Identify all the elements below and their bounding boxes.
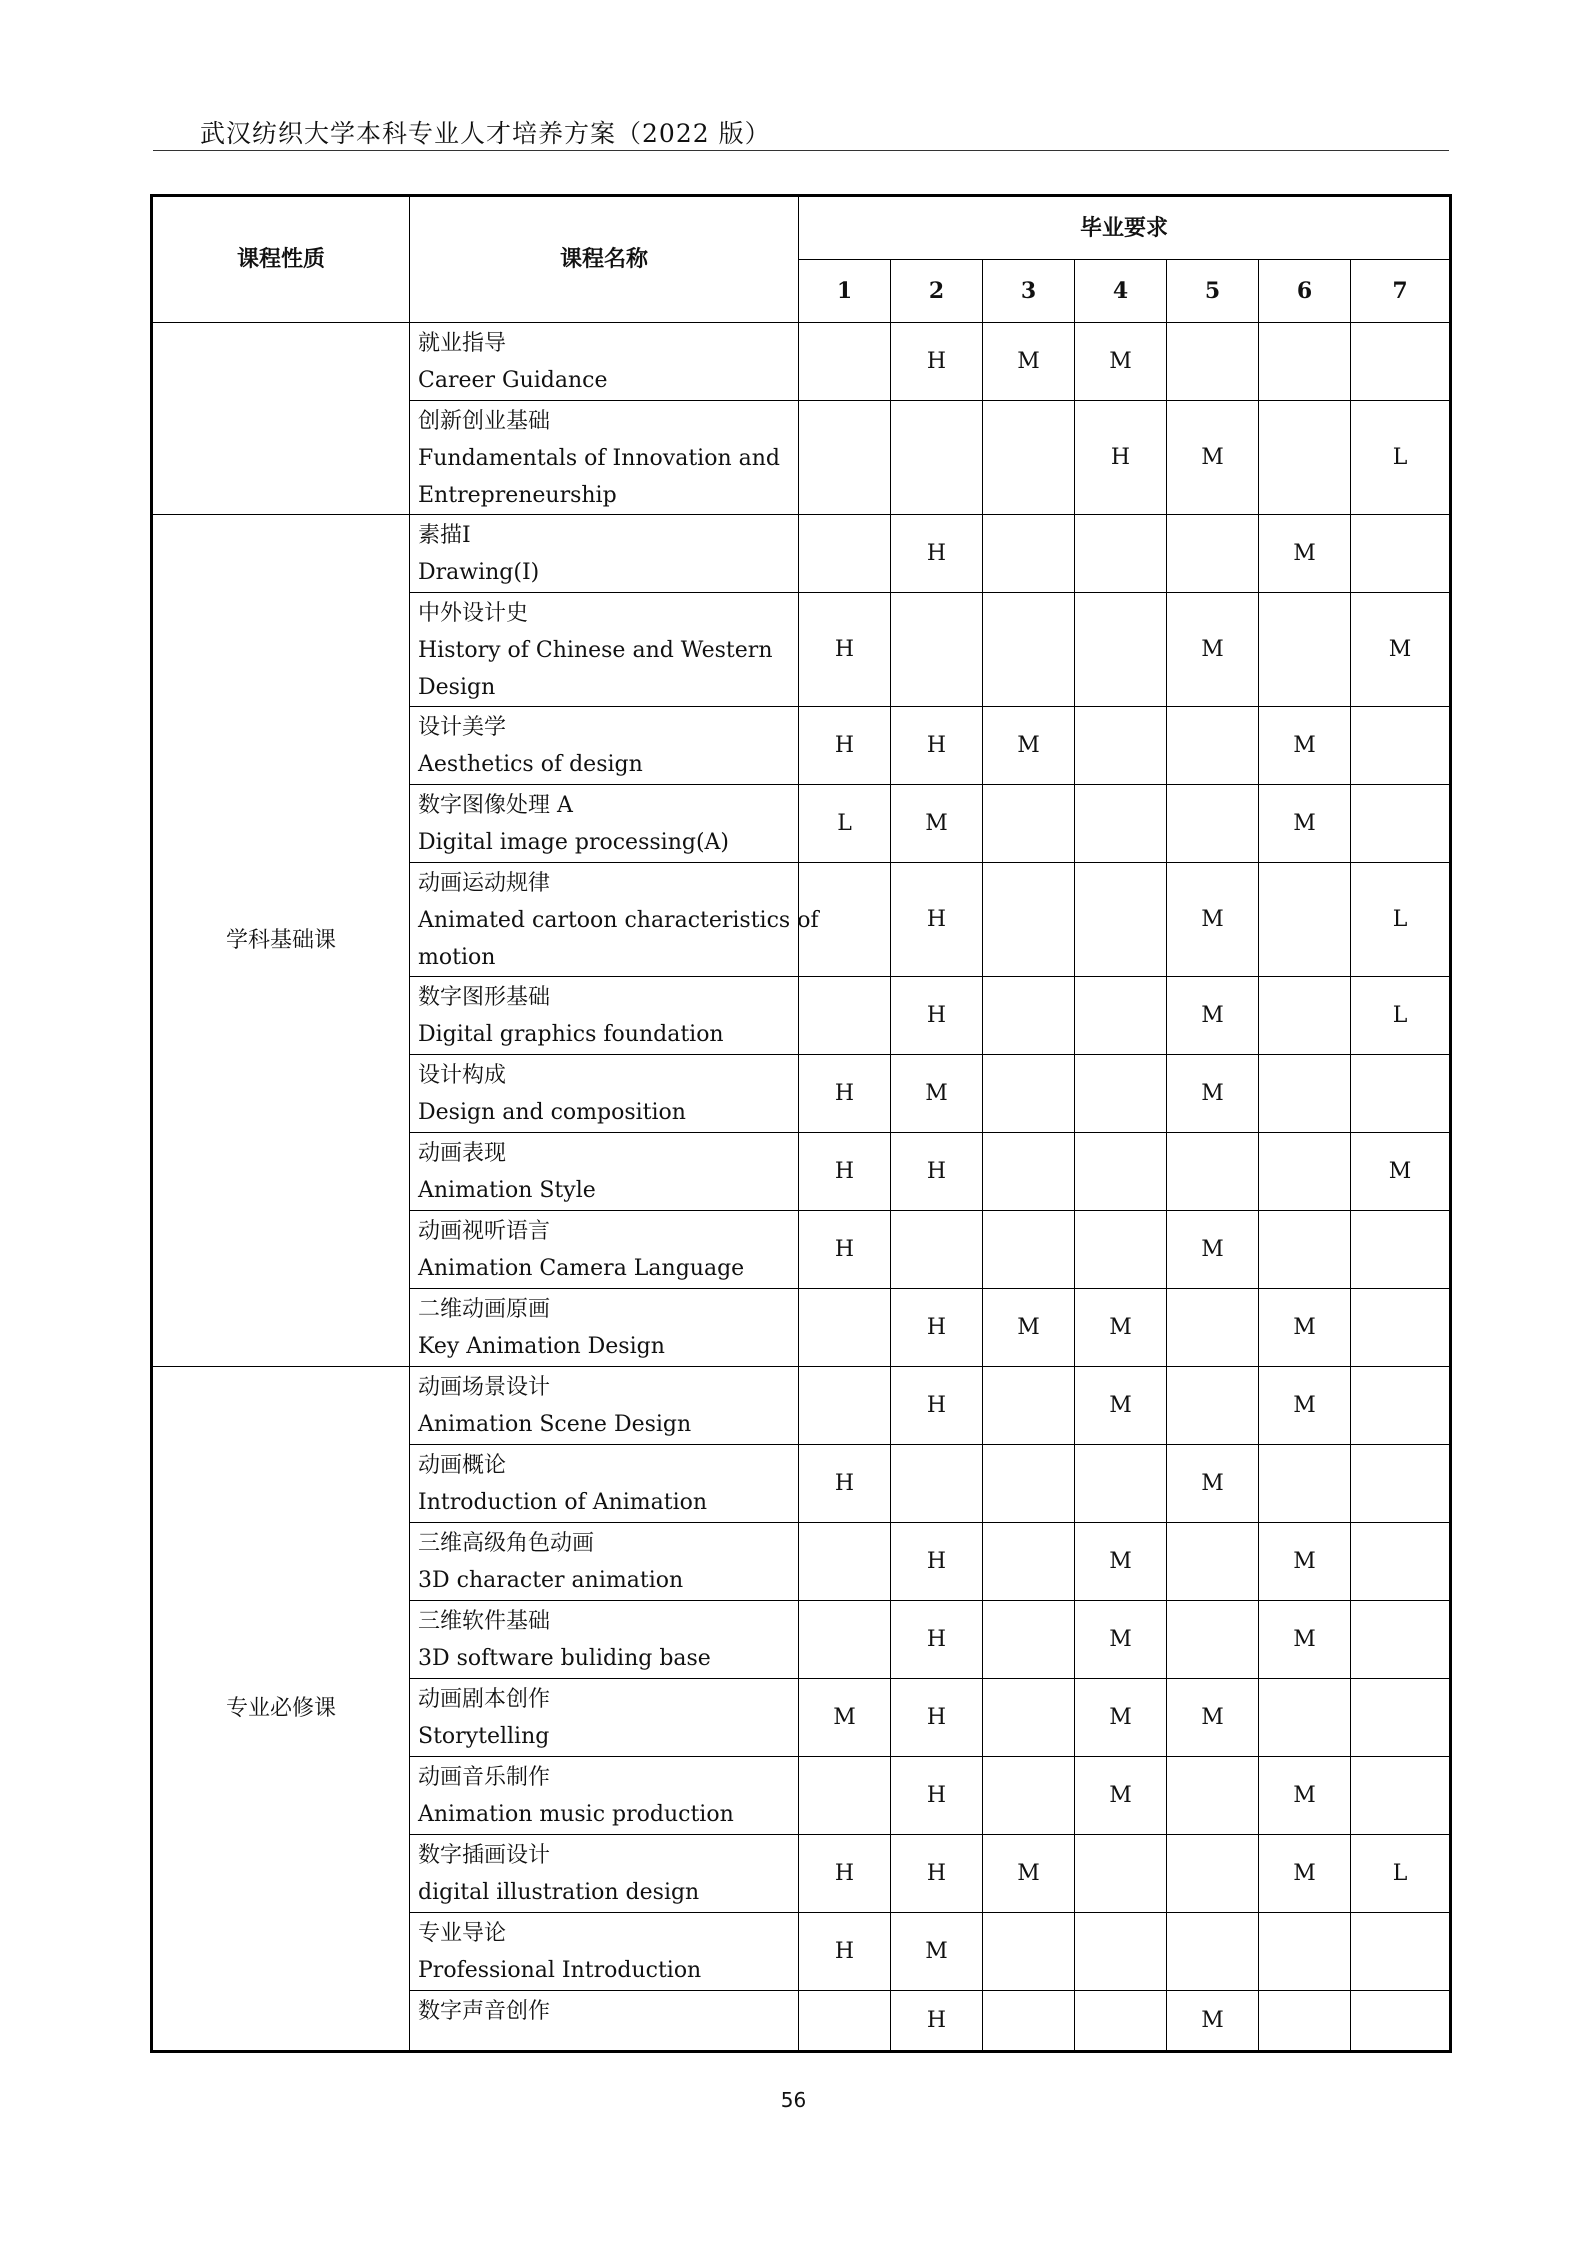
requirement-mark-cell: H: [891, 1133, 983, 1211]
requirement-mark-cell: [983, 1991, 1075, 2052]
requirement-mark-cell: M: [1259, 1835, 1351, 1913]
requirement-mark-cell: [799, 1523, 891, 1601]
requirement-mark-cell: M: [983, 1289, 1075, 1367]
requirement-mark-cell: [1075, 1913, 1167, 1991]
requirement-mark-cell: [983, 1133, 1075, 1211]
requirement-mark-cell: H: [891, 1289, 983, 1367]
requirement-mark-cell: [983, 1679, 1075, 1757]
requirement-mark-cell: [799, 1757, 891, 1835]
requirement-mark-cell: [891, 1211, 983, 1289]
requirement-mark-cell: [983, 401, 1075, 515]
header-rule: [153, 150, 1449, 151]
course-name-en: motion: [418, 945, 496, 970]
requirement-mark-cell: [799, 401, 891, 515]
course-name-cn: 数字声音创作: [418, 1999, 551, 2024]
requirement-number: 5: [1167, 260, 1259, 323]
requirement-mark-cell: H: [799, 1835, 891, 1913]
requirement-mark-cell: H: [799, 1445, 891, 1523]
course-name-cell: [410, 1367, 799, 1445]
column-header-category: 课程性质: [152, 196, 410, 323]
requirement-number: 3: [983, 260, 1075, 323]
requirement-number: 7: [1351, 260, 1451, 323]
requirement-mark-cell: [1351, 1601, 1451, 1679]
requirement-mark-cell: H: [799, 1133, 891, 1211]
requirement-mark-cell: M: [1167, 1211, 1259, 1289]
requirement-mark-cell: [799, 1289, 891, 1367]
requirement-mark-cell: [983, 1601, 1075, 1679]
requirement-mark-cell: [1351, 1679, 1451, 1757]
course-category-cell: 学科基础课: [152, 515, 410, 1367]
requirement-mark-cell: H: [891, 863, 983, 977]
course-name-cell: [410, 1289, 799, 1367]
requirement-mark-cell: [1075, 1211, 1167, 1289]
requirement-mark-cell: M: [1075, 323, 1167, 401]
requirement-mark-cell: L: [1351, 401, 1451, 515]
requirement-mark-cell: H: [799, 1055, 891, 1133]
requirement-number: 4: [1075, 260, 1167, 323]
table-body: [152, 323, 1451, 2052]
requirement-mark-cell: [1351, 785, 1451, 863]
course-category-cell: [152, 323, 410, 515]
requirement-mark-cell: [1167, 515, 1259, 593]
requirement-mark-cell: [1075, 785, 1167, 863]
course-name-en: Animation Scene Design: [418, 1412, 692, 1437]
requirement-mark-cell: M: [983, 323, 1075, 401]
requirement-mark-cell: L: [1351, 1835, 1451, 1913]
course-name-cn: 二维动画原画: [418, 1297, 551, 1322]
requirement-mark-cell: H: [891, 323, 983, 401]
course-name-cell: [410, 401, 799, 515]
course-name-en: Professional Introduction: [418, 1958, 702, 1983]
requirement-mark-cell: [799, 977, 891, 1055]
requirement-mark-cell: [1351, 1445, 1451, 1523]
column-header-requirements: 毕业要求: [799, 196, 1451, 260]
requirement-mark-cell: H: [891, 1679, 983, 1757]
table-row: [152, 1367, 1451, 1445]
requirement-mark-cell: M: [1259, 1289, 1351, 1367]
requirement-mark-cell: [983, 1913, 1075, 1991]
course-name-en: Animation Camera Language: [418, 1256, 745, 1281]
requirement-mark-cell: [1075, 977, 1167, 1055]
requirement-mark-cell: [1167, 1523, 1259, 1601]
requirement-mark-cell: [983, 593, 1075, 707]
course-name-cell: [410, 707, 799, 785]
requirement-number: 6: [1259, 260, 1351, 323]
requirement-mark-cell: H: [891, 1523, 983, 1601]
requirement-mark-cell: [1259, 1991, 1351, 2052]
course-name-cell: [410, 1601, 799, 1679]
course-name-cn: 数字图像处理 A: [418, 793, 573, 818]
course-name-cell: [410, 1757, 799, 1835]
requirement-mark-cell: M: [1075, 1679, 1167, 1757]
requirement-mark-cell: [1259, 977, 1351, 1055]
requirement-mark-cell: [799, 323, 891, 401]
requirement-mark-cell: [983, 1055, 1075, 1133]
requirement-mark-cell: [1075, 515, 1167, 593]
course-name-cn: 数字插画设计: [418, 1843, 551, 1868]
requirement-mark-cell: M: [1351, 1133, 1451, 1211]
course-name-en: digital illustration design: [418, 1880, 700, 1905]
requirement-mark-cell: [891, 1445, 983, 1523]
course-name-en: Career Guidance: [418, 368, 608, 393]
requirement-mark-cell: M: [1259, 515, 1351, 593]
course-name-en: 3D character animation: [418, 1568, 684, 1593]
course-name-en: Digital image processing(A): [418, 830, 729, 855]
requirement-mark-cell: H: [891, 1835, 983, 1913]
requirement-mark-cell: [1075, 1991, 1167, 2052]
requirement-mark-cell: [1259, 1211, 1351, 1289]
course-category-cell: 专业必修课: [152, 1367, 410, 2052]
requirement-mark-cell: M: [1167, 1445, 1259, 1523]
course-name-cell: [410, 593, 799, 707]
course-name-cn: 数字图形基础: [418, 985, 551, 1010]
requirement-mark-cell: [1075, 1445, 1167, 1523]
requirement-mark-cell: [1351, 1757, 1451, 1835]
table-row: [152, 515, 1451, 593]
course-name-cell: [410, 1445, 799, 1523]
graduation-requirements-table: [150, 194, 1452, 2053]
requirement-mark-cell: M: [1075, 1289, 1167, 1367]
requirement-number: 2: [891, 260, 983, 323]
requirement-mark-cell: [1167, 1913, 1259, 1991]
requirement-mark-cell: [1075, 863, 1167, 977]
requirement-mark-cell: [1167, 1601, 1259, 1679]
course-name-en: Animation music production: [418, 1802, 734, 1827]
requirement-mark-cell: [983, 515, 1075, 593]
requirement-mark-cell: [1259, 1445, 1351, 1523]
course-name-en: Design: [418, 675, 496, 700]
course-name-cell: [410, 863, 819, 977]
requirement-mark-cell: [891, 593, 983, 707]
requirement-mark-cell: M: [1259, 785, 1351, 863]
requirement-mark-cell: [1351, 1523, 1451, 1601]
table-row: [152, 323, 1451, 401]
requirement-mark-cell: [1351, 515, 1451, 593]
requirement-mark-cell: [799, 1367, 891, 1445]
requirement-mark-cell: H: [891, 515, 983, 593]
requirement-mark-cell: L: [799, 785, 891, 863]
requirement-mark-cell: [1167, 323, 1259, 401]
requirement-mark-cell: M: [1075, 1601, 1167, 1679]
requirement-mark-cell: [1075, 1835, 1167, 1913]
requirement-mark-cell: [1167, 1289, 1259, 1367]
requirement-mark-cell: H: [891, 707, 983, 785]
requirement-mark-cell: M: [1167, 1679, 1259, 1757]
course-name-en: Drawing(I): [418, 560, 540, 585]
course-name-cn: 动画运动规律: [418, 871, 551, 896]
requirement-mark-cell: M: [1167, 977, 1259, 1055]
requirement-mark-cell: [983, 1523, 1075, 1601]
course-name-cn: 动画表现: [418, 1141, 507, 1166]
requirement-mark-cell: [1351, 707, 1451, 785]
requirement-mark-cell: M: [799, 1679, 891, 1757]
course-name-cn: 素描I: [418, 523, 471, 548]
course-name-cell: [410, 1055, 799, 1133]
course-name-cn: 设计美学: [418, 715, 507, 740]
course-name-cell: [410, 785, 799, 863]
course-name-en: Fundamentals of Innovation and: [418, 446, 780, 471]
requirement-mark-cell: M: [891, 1913, 983, 1991]
requirement-mark-cell: H: [799, 1913, 891, 1991]
requirement-mark-cell: H: [891, 1601, 983, 1679]
requirement-mark-cell: M: [891, 1055, 983, 1133]
course-name-en: Introduction of Animation: [418, 1490, 708, 1515]
requirement-mark-cell: M: [1259, 1367, 1351, 1445]
course-name-cn: 中外设计史: [418, 601, 529, 626]
requirement-mark-cell: H: [891, 1991, 983, 2052]
course-name-en: Digital graphics foundation: [418, 1022, 724, 1047]
table-header-row: [152, 196, 1451, 260]
requirement-mark-cell: [983, 977, 1075, 1055]
course-name-cell: [410, 1523, 799, 1601]
requirement-mark-cell: [1259, 1679, 1351, 1757]
requirement-mark-cell: [1259, 1913, 1351, 1991]
requirement-mark-cell: H: [1075, 401, 1167, 515]
requirement-mark-cell: M: [1259, 1601, 1351, 1679]
requirement-mark-cell: [1259, 323, 1351, 401]
requirement-mark-cell: [799, 515, 891, 593]
course-name-en: Entrepreneurship: [418, 483, 617, 508]
course-name-cn: 动画剧本创作: [418, 1687, 551, 1712]
requirement-mark-cell: [1167, 1835, 1259, 1913]
course-name-cn: 就业指导: [418, 331, 507, 356]
requirement-mark-cell: [1075, 1133, 1167, 1211]
requirement-mark-cell: M: [891, 785, 983, 863]
requirement-mark-cell: [1167, 1367, 1259, 1445]
requirement-mark-cell: H: [891, 977, 983, 1055]
course-name-cell: [410, 323, 799, 401]
requirement-mark-cell: M: [1259, 707, 1351, 785]
requirement-mark-cell: M: [1167, 1055, 1259, 1133]
requirement-mark-cell: [1167, 785, 1259, 863]
course-name-cn: 动画场景设计: [418, 1375, 551, 1400]
requirement-mark-cell: [1167, 1133, 1259, 1211]
requirement-mark-cell: M: [1167, 1991, 1259, 2052]
course-name-en: Animation Style: [418, 1178, 596, 1203]
requirement-mark-cell: M: [1351, 593, 1451, 707]
requirement-mark-cell: M: [983, 707, 1075, 785]
course-name-cn: 专业导论: [418, 1921, 507, 1946]
requirement-mark-cell: H: [799, 707, 891, 785]
course-name-en: Storytelling: [418, 1724, 550, 1749]
requirement-mark-cell: [983, 785, 1075, 863]
course-name-en: Key Animation Design: [418, 1334, 665, 1359]
requirement-mark-cell: [799, 1601, 891, 1679]
requirement-mark-cell: [983, 1367, 1075, 1445]
requirement-mark-cell: [1259, 863, 1351, 977]
course-name-cell: [410, 1913, 799, 1991]
requirement-mark-cell: [1259, 1133, 1351, 1211]
requirement-mark-cell: L: [1351, 977, 1451, 1055]
course-name-cn: 三维软件基础: [418, 1609, 551, 1634]
column-header-course-name: 课程名称: [410, 196, 799, 323]
requirement-mark-cell: M: [983, 1835, 1075, 1913]
requirement-mark-cell: [1075, 593, 1167, 707]
graduation-requirements-table-wrap: [150, 194, 1449, 2053]
requirement-mark-cell: M: [1075, 1523, 1167, 1601]
course-name-cell: [410, 1679, 799, 1757]
course-name-cell: [410, 1991, 799, 2052]
requirement-mark-cell: [799, 1991, 891, 2052]
requirement-mark-cell: M: [1075, 1757, 1167, 1835]
page-number: 56: [780, 2088, 807, 2112]
course-name-cell: [410, 1835, 799, 1913]
course-name-cell: [410, 977, 799, 1055]
course-name-cell: [410, 1133, 799, 1211]
requirement-mark-cell: M: [1075, 1367, 1167, 1445]
course-name-cell: [410, 515, 799, 593]
requirement-mark-cell: [1351, 1211, 1451, 1289]
requirement-mark-cell: [1259, 593, 1351, 707]
requirement-mark-cell: M: [1167, 401, 1259, 515]
requirement-mark-cell: [1259, 1055, 1351, 1133]
requirement-mark-cell: M: [1259, 1757, 1351, 1835]
course-name-en: Aesthetics of design: [418, 752, 643, 777]
requirement-mark-cell: [1351, 1289, 1451, 1367]
course-name-en: 3D software buliding base: [418, 1646, 711, 1671]
course-name-cn: 创新创业基础: [418, 409, 551, 434]
course-name-cn: 设计构成: [418, 1063, 507, 1088]
requirement-mark-cell: [983, 1211, 1075, 1289]
requirement-mark-cell: [1351, 1055, 1451, 1133]
requirement-mark-cell: [1167, 707, 1259, 785]
requirement-mark-cell: M: [1167, 593, 1259, 707]
course-name-cell: [410, 1211, 799, 1289]
requirement-mark-cell: [1167, 1757, 1259, 1835]
requirement-mark-cell: H: [799, 1211, 891, 1289]
requirement-mark-cell: H: [799, 593, 891, 707]
requirement-mark-cell: [891, 401, 983, 515]
page-header-title: 武汉纺织大学本科专业人才培养方案（2022 版）: [200, 119, 771, 148]
course-name-cn: 三维高级角色动画: [418, 1531, 595, 1556]
requirement-mark-cell: [1351, 1991, 1451, 2052]
requirement-mark-cell: [1259, 401, 1351, 515]
course-name-cn: 动画视听语言: [418, 1219, 551, 1244]
requirement-mark-cell: [983, 1445, 1075, 1523]
requirement-mark-cell: [1351, 1913, 1451, 1991]
requirement-number: 1: [799, 260, 891, 323]
requirement-mark-cell: H: [891, 1757, 983, 1835]
requirement-mark-cell: [1351, 1367, 1451, 1445]
course-name-cn: 动画音乐制作: [418, 1765, 551, 1790]
course-name-en: Design and composition: [418, 1100, 686, 1125]
requirement-mark-cell: H: [891, 1367, 983, 1445]
requirement-mark-cell: M: [1259, 1523, 1351, 1601]
requirement-mark-cell: L: [1351, 863, 1451, 977]
requirement-mark-cell: [1351, 323, 1451, 401]
requirement-mark-cell: [1075, 1055, 1167, 1133]
requirement-mark-cell: [983, 863, 1075, 977]
requirement-mark-cell: [1075, 707, 1167, 785]
requirement-mark-cell: M: [1167, 863, 1259, 977]
course-name-cn: 动画概论: [418, 1453, 507, 1478]
course-name-en: Animated cartoon characteristics of: [418, 908, 819, 933]
course-name-en: History of Chinese and Western: [418, 638, 773, 663]
requirement-mark-cell: [983, 1757, 1075, 1835]
